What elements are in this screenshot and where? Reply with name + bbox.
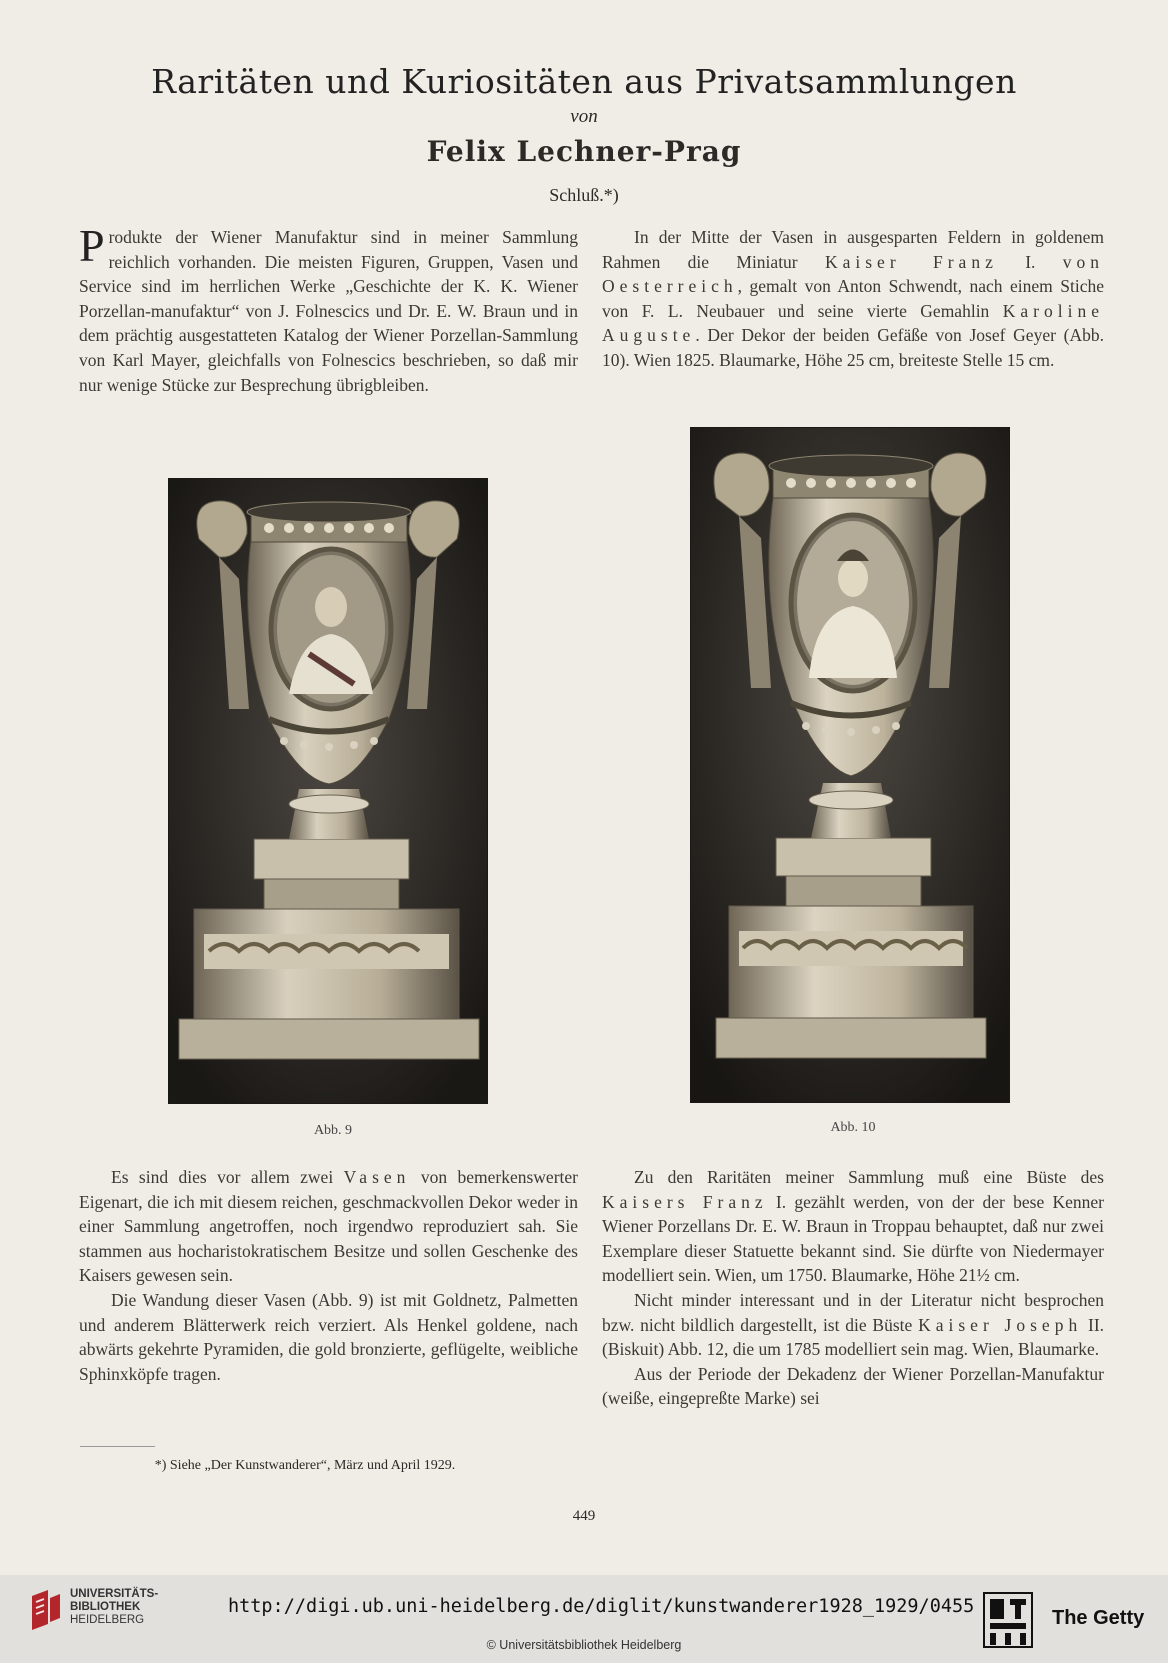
getty-name: The Getty	[1052, 1607, 1145, 1629]
desc-text-2: I.	[997, 251, 1063, 272]
vases-text-a: Es sind dies vor allem zwei	[111, 1167, 344, 1187]
figure-9-photo	[168, 478, 488, 1104]
footnote-rule	[80, 1446, 155, 1447]
desc-text-1: In der Mitte der Vasen in ausgesparten Feldern in goldenem Rahmen die Miniatur	[602, 227, 1104, 272]
drop-cap: P	[79, 220, 105, 271]
desc-text-4: . Der Dekor der beiden Gefäße von Josef Geyer (Abb. 10). Wien 1825. Blaumarke, Höhe 25 cm, breiteste Stelle 15 cm.	[602, 325, 1104, 370]
source-url-link[interactable]: http://digi.ub.uni-heidelberg.de/diglit/kunstwanderer1928_1929/0455	[228, 1596, 975, 1617]
vases-spaced-word: Vasen	[343, 1167, 411, 1187]
article-title: Raritäten und Kuriositäten aus Privatsammlungen	[151, 62, 1017, 101]
bust-text-b: I. gezählt werden, von der der bese Kenner Wiener Porzellans Dr. E. W. Braun in Troppau behauptet, daß nur zwei Exemplare dieser Statuette bekannt sind. Sie dürfte von Niedermayer modelliert sein. Wien, um 1750. Blaumarke, Höhe 21½ cm.	[602, 1191, 1104, 1286]
footnote: *) Siehe „Der Kunstwanderer“, März und April 1929.	[154, 1458, 456, 1473]
desc-text-3: , gemalt von Anton Schwendt, nach einem Stiche von F. L. Neubauer und seine vierte Gemahlin	[602, 276, 1104, 321]
desc-spaced-name-3: Karoline Auguste	[602, 300, 1104, 346]
library-line-2: BIBLIOTHEK	[70, 1601, 141, 1613]
bust-spaced-name-1: Kaisers Franz	[602, 1191, 768, 1212]
left-column-intro	[79, 220, 578, 397]
decadence-paragraph: Aus der Periode der Dekadenz der Wiener Porzellan-Manufaktur (weiße, eingepreßte Marke) sei	[602, 1363, 1104, 1409]
bust2-text-a: Nicht minder interessant und in der Literatur nicht besprochen bzw. nicht bildlich dargestellt, ist die Büste	[602, 1289, 1104, 1335]
getty-logo-icon	[982, 1591, 1034, 1649]
library-line-3: HEIDELBERG	[70, 1614, 145, 1626]
page-number: 449	[572, 1508, 596, 1524]
right-column-description	[602, 225, 1104, 373]
left-column-vases	[79, 1165, 578, 1386]
bust2-text-b: II. (Biskuit) Abb. 12, die um 1785 modelliert sein mag. Wien, Blaumarke.	[602, 1314, 1105, 1360]
desc-spaced-name-2: von Oesterreich	[602, 251, 1104, 297]
copyright-notice: © Universitätsbibliothek Heidelberg	[486, 1638, 682, 1652]
vases-text-b: von bemerkenswerter Eigenart, die ich mit diesem reichen, geschmackvollen Dekor weder in einer Sammlung angetroffen, noch irgendwo reproduziert sah. Sie stammen aus hocharistokratischem Besitze und sollen Geschenke des Kaisers gewesen sein.	[79, 1167, 578, 1286]
vase-empress-illustration	[691, 428, 1009, 1102]
figure-10-caption: Abb. 10	[830, 1120, 876, 1135]
library-line-1: UNIVERSITÄTS-	[70, 1588, 159, 1600]
vases-decor-paragraph: Die Wandung dieser Vasen (Abb. 9) ist mit Goldnetz, Palmetten und anderem Blätterwerk reich verziert. Als Henkel goldene, nach abwärts gekehrte Pyramiden, die gold bronzierte, geflügelte, weibliche Sphinxköpfe tragen.	[79, 1289, 578, 1384]
by-line-von: von	[570, 106, 598, 127]
right-column-busts	[602, 1165, 1104, 1411]
article-subtitle: Schluß.*)	[549, 185, 619, 205]
figure-10-photo	[690, 427, 1010, 1103]
vase-emperor-illustration	[169, 479, 487, 1103]
bust-spaced-name-2: Kaiser Joseph	[918, 1314, 1083, 1335]
bust-text-a: Zu den Raritäten meiner Sammlung muß eine Büste des	[634, 1167, 1104, 1187]
desc-spaced-name-1: Kaiser Franz	[824, 251, 998, 272]
intro-paragraph: rodukte der Wiener Manufaktur sind in meiner Sammlung reichlich vorhanden. Die meisten Figuren, Gruppen, Vasen und Service sind im herrlichen Werke „Geschichte der K. K. Wiener Porzellan-manufaktur“ von J. Folnescics und Dr. E. W. Braun und in dem prächtig ausgestatteten Katalog der Wiener Porzellan-Sammlung von Karl Mayer, gleichfalls von Folnescics beschrieben, so daß mir nur wenige Stücke zur Besprechung übrigbleiben.	[79, 227, 578, 395]
university-library-logo-icon	[28, 1588, 64, 1632]
figure-9-caption: Abb. 9	[313, 1123, 353, 1138]
author-name: Felix Lechner-Prag	[426, 135, 742, 168]
university-library-name	[70, 1588, 158, 1627]
